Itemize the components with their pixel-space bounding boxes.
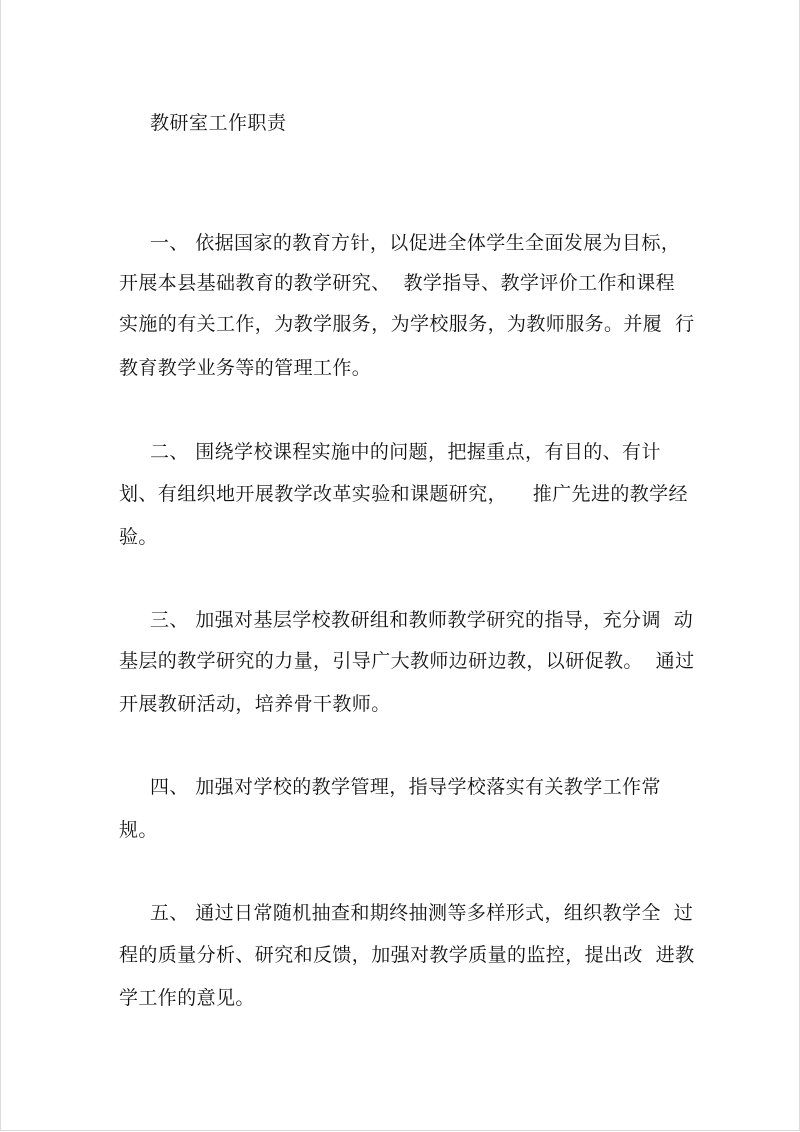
section-2-line-1: 二、 围绕学校课程实施中的问题，把握重点，有目的、有计 [150,441,661,463]
section-1-line-2: 开展本县基础教育的教学研究、 教学指导、教学评价工作和课程 [119,272,676,294]
section-5-line-1: 五、 通过日常随机抽查和期终抽测等多样形式，组织教学全 过 [150,902,694,924]
section-2-line-3: 验。 [119,526,158,548]
section-1-line-1: 一、 依据国家的教育方针，以促进全体学生全面发展为目标， [150,232,681,254]
section-5-line-3: 学工作的意见。 [119,987,255,1009]
section-2-line-2: 划、有组织地开展教学改革实验和课题研究， 推广先进的教学经 [119,483,688,505]
section-4-line-2: 规。 [119,819,158,841]
section-4-line-1: 四、 加强对学校的教学管理，指导学校落实有关教学工作常 [150,776,661,798]
section-3-line-1: 三、 加强对基层学校教研组和教师教学研究的指导，充分调 动 [150,609,694,631]
section-1-line-4: 教育教学业务等的管理工作。 [119,357,372,379]
section-3-line-2: 基层的教学研究的力量，引导广大教师边研边教，以研促教。 通过 [119,650,695,672]
section-5-line-2: 程的质量分析、研究和反馈，加强对教学质量的监控，提出改 进教 [119,944,695,966]
section-1-line-3: 实施的有关工作，为教学服务，为学校服务，为教师服务。并履 行 [119,313,695,335]
document-title: 教研室工作职责 [150,112,287,134]
section-3-line-3: 开展教研活动，培养骨干教师。 [119,693,391,715]
